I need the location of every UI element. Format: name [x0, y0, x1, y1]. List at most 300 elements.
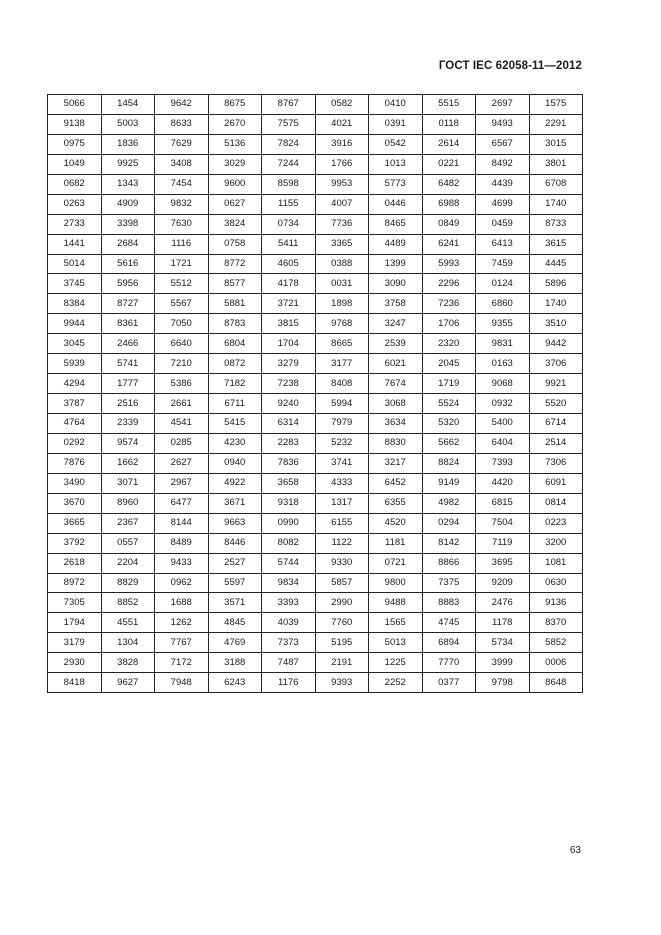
random-number-table-container: [47, 94, 583, 693]
table-cell: 7575: [262, 114, 316, 134]
table-cell: 3721: [262, 294, 316, 314]
document-code-header: ГОСТ IEC 62058-11—2012: [438, 60, 582, 72]
table-cell: 8142: [422, 533, 476, 553]
table-cell: 4007: [315, 194, 369, 214]
table-cell: 6482: [422, 174, 476, 194]
table-cell: 0391: [369, 114, 423, 134]
table-cell: 1122: [315, 533, 369, 553]
table-cell: 6021: [369, 354, 423, 374]
table-cell: 8783: [208, 314, 262, 334]
table-cell: 1688: [155, 593, 209, 613]
table-cell: 4745: [422, 613, 476, 633]
table-cell: 4439: [476, 174, 530, 194]
table-cell: 1777: [101, 374, 155, 394]
table-cell: 3188: [208, 653, 262, 673]
table-cell: 3090: [369, 274, 423, 294]
table-cell: 1049: [48, 154, 102, 174]
table-cell: 1343: [101, 174, 155, 194]
table-row: [48, 394, 583, 414]
table-cell: 5013: [369, 633, 423, 653]
table-cell: 0285: [155, 433, 209, 453]
table-cell: 8960: [101, 493, 155, 513]
table-cell: 6355: [369, 493, 423, 513]
table-cell: 2339: [101, 414, 155, 434]
table-cell: 2661: [155, 394, 209, 414]
table-cell: 8665: [315, 334, 369, 354]
table-cell: 2252: [369, 673, 423, 693]
table-cell: 5136: [208, 134, 262, 154]
table-cell: 3179: [48, 633, 102, 653]
table-cell: 0582: [315, 95, 369, 115]
table-cell: 3279: [262, 354, 316, 374]
table-cell: 7375: [422, 573, 476, 593]
table-cell: 9800: [369, 573, 423, 593]
table-cell: 2684: [101, 234, 155, 254]
table-cell: 3706: [529, 354, 583, 374]
table-cell: 8727: [101, 294, 155, 314]
table-cell: 3745: [48, 274, 102, 294]
table-cell: 6091: [529, 473, 583, 493]
table-cell: 5524: [422, 394, 476, 414]
table-cell: 6815: [476, 493, 530, 513]
table-cell: 3045: [48, 334, 102, 354]
table-cell: 2539: [369, 334, 423, 354]
table-cell: 3658: [262, 473, 316, 493]
table-cell: 1794: [48, 613, 102, 633]
table-cell: 9642: [155, 95, 209, 115]
table-cell: 8082: [262, 533, 316, 553]
table-cell: 2191: [315, 653, 369, 673]
table-cell: 8144: [155, 513, 209, 533]
table-cell: 1575: [529, 95, 583, 115]
table-cell: 5881: [208, 294, 262, 314]
table-row: [48, 254, 583, 274]
table-cell: 0006: [529, 653, 583, 673]
table-cell: 9663: [208, 513, 262, 533]
table-row: [48, 673, 583, 693]
table-cell: 0459: [476, 214, 530, 234]
table-cell: 9442: [529, 334, 583, 354]
table-cell: 0031: [315, 274, 369, 294]
table-cell: 1013: [369, 154, 423, 174]
table-cell: 7238: [262, 374, 316, 394]
table-row: [48, 174, 583, 194]
table-cell: 4489: [369, 234, 423, 254]
table-cell: 9355: [476, 314, 530, 334]
table-cell: 0872: [208, 354, 262, 374]
table-row: [48, 154, 583, 174]
table-cell: 3695: [476, 553, 530, 573]
table-cell: 0849: [422, 214, 476, 234]
table-cell: 5003: [101, 114, 155, 134]
table-cell: 5411: [262, 234, 316, 254]
table-cell: 2514: [529, 433, 583, 453]
table-cell: 3068: [369, 394, 423, 414]
table-cell: 3177: [315, 354, 369, 374]
table-cell: 9768: [315, 314, 369, 334]
table-cell: 6404: [476, 433, 530, 453]
table-cell: 9318: [262, 493, 316, 513]
table-cell: 1766: [315, 154, 369, 174]
table-row: [48, 553, 583, 573]
table-cell: 4764: [48, 414, 102, 434]
table-cell: 7119: [476, 533, 530, 553]
table-cell: 2527: [208, 553, 262, 573]
table-cell: 5857: [315, 573, 369, 593]
table-cell: 0962: [155, 573, 209, 593]
table-cell: 8577: [208, 274, 262, 294]
table-cell: 3671: [208, 493, 262, 513]
table-cell: 6567: [476, 134, 530, 154]
table-cell: 2990: [315, 593, 369, 613]
table-cell: 1721: [155, 254, 209, 274]
table-row: [48, 633, 583, 653]
table-cell: 4769: [208, 633, 262, 653]
table-cell: 0223: [529, 513, 583, 533]
table-cell: 5896: [529, 274, 583, 294]
table-cell: 9138: [48, 114, 102, 134]
table-cell: 3787: [48, 394, 102, 414]
table-cell: 4294: [48, 374, 102, 394]
table-cell: 2476: [476, 593, 530, 613]
table-cell: 8866: [422, 553, 476, 573]
table-cell: 3490: [48, 473, 102, 493]
table-cell: 6155: [315, 513, 369, 533]
table-cell: 0758: [208, 234, 262, 254]
table-cell: 8446: [208, 533, 262, 553]
table-cell: 9330: [315, 553, 369, 573]
table-cell: 1565: [369, 613, 423, 633]
table-cell: 8824: [422, 453, 476, 473]
table-cell: 2614: [422, 134, 476, 154]
table-cell: 5993: [422, 254, 476, 274]
table-cell: 0163: [476, 354, 530, 374]
table-row: [48, 613, 583, 633]
table-cell: 1116: [155, 234, 209, 254]
table-cell: 0630: [529, 573, 583, 593]
table-cell: 1399: [369, 254, 423, 274]
table-cell: 9393: [315, 673, 369, 693]
table-row: [48, 433, 583, 453]
table-cell: 0377: [422, 673, 476, 693]
table-cell: 6714: [529, 414, 583, 434]
table-cell: 6804: [208, 334, 262, 354]
table-row: [48, 134, 583, 154]
table-cell: 0446: [369, 194, 423, 214]
table-cell: 4021: [315, 114, 369, 134]
table-row: [48, 473, 583, 493]
table-cell: 9209: [476, 573, 530, 593]
table-cell: 2045: [422, 354, 476, 374]
table-cell: 3393: [262, 593, 316, 613]
table-cell: 0221: [422, 154, 476, 174]
table-cell: 6452: [369, 473, 423, 493]
table-cell: 1719: [422, 374, 476, 394]
table-cell: 7487: [262, 653, 316, 673]
table-cell: 5512: [155, 274, 209, 294]
table-cell: 7979: [315, 414, 369, 434]
table-cell: 3365: [315, 234, 369, 254]
table-cell: 0721: [369, 553, 423, 573]
table-cell: 1225: [369, 653, 423, 673]
table-cell: 0990: [262, 513, 316, 533]
table-cell: 0940: [208, 453, 262, 473]
table-cell: 1262: [155, 613, 209, 633]
table-cell: 1317: [315, 493, 369, 513]
table-cell: 5852: [529, 633, 583, 653]
table-cell: 8361: [101, 314, 155, 334]
table-cell: 3408: [155, 154, 209, 174]
table-cell: 4922: [208, 473, 262, 493]
table-cell: 5994: [315, 394, 369, 414]
table-cell: 6640: [155, 334, 209, 354]
table-cell: 3247: [369, 314, 423, 334]
table-cell: 6711: [208, 394, 262, 414]
table-cell: 9925: [101, 154, 155, 174]
table-cell: 8648: [529, 673, 583, 693]
table-cell: 5066: [48, 95, 102, 115]
table-cell: 2697: [476, 95, 530, 115]
table-cell: 5232: [315, 433, 369, 453]
random-number-table: [47, 94, 583, 693]
table-cell: 0975: [48, 134, 102, 154]
table-cell: 7736: [315, 214, 369, 234]
table-cell: 4845: [208, 613, 262, 633]
table-row: [48, 374, 583, 394]
table-cell: 9921: [529, 374, 583, 394]
table-cell: 1081: [529, 553, 583, 573]
table-cell: 2516: [101, 394, 155, 414]
table-cell: 9798: [476, 673, 530, 693]
table-cell: 8465: [369, 214, 423, 234]
table-cell: 8767: [262, 95, 316, 115]
page-number: 63: [569, 845, 581, 856]
table-cell: 5662: [422, 433, 476, 453]
table-cell: 3015: [529, 134, 583, 154]
table-row: [48, 453, 583, 473]
table-cell: 0627: [208, 194, 262, 214]
table-cell: 6314: [262, 414, 316, 434]
table-cell: 0292: [48, 433, 102, 453]
table-cell: 7305: [48, 593, 102, 613]
table-cell: 8370: [529, 613, 583, 633]
table-cell: 2670: [208, 114, 262, 134]
table-cell: 7172: [155, 653, 209, 673]
table-cell: 6413: [476, 234, 530, 254]
table-cell: 0124: [476, 274, 530, 294]
table-cell: 7824: [262, 134, 316, 154]
table-cell: 8633: [155, 114, 209, 134]
table-cell: 9953: [315, 174, 369, 194]
table-cell: 4039: [262, 613, 316, 633]
table-cell: 3217: [369, 453, 423, 473]
table-cell: 7674: [369, 374, 423, 394]
table-row: [48, 294, 583, 314]
table-row: [48, 234, 583, 254]
table-row: [48, 653, 583, 673]
table-cell: 7630: [155, 214, 209, 234]
table-cell: 5597: [208, 573, 262, 593]
table-cell: 0263: [48, 194, 102, 214]
table-cell: 3815: [262, 314, 316, 334]
table-cell: 4982: [422, 493, 476, 513]
table-cell: 5734: [476, 633, 530, 653]
table-cell: 1304: [101, 633, 155, 653]
table-cell: 3398: [101, 214, 155, 234]
table-cell: 5320: [422, 414, 476, 434]
table-cell: 2967: [155, 473, 209, 493]
table-cell: 7244: [262, 154, 316, 174]
table-cell: 3792: [48, 533, 102, 553]
table-cell: 9068: [476, 374, 530, 394]
table-cell: 5520: [529, 394, 583, 414]
table-cell: 5415: [208, 414, 262, 434]
table-cell: 3828: [101, 653, 155, 673]
table-cell: 1441: [48, 234, 102, 254]
table-cell: 7948: [155, 673, 209, 693]
table-cell: 2291: [529, 114, 583, 134]
table-cell: 4605: [262, 254, 316, 274]
table-cell: 7050: [155, 314, 209, 334]
table-cell: 8489: [155, 533, 209, 553]
table-cell: 2930: [48, 653, 102, 673]
table-cell: 6708: [529, 174, 583, 194]
table-cell: 6243: [208, 673, 262, 693]
table-cell: 7210: [155, 354, 209, 374]
table-cell: 3801: [529, 154, 583, 174]
table-cell: 8384: [48, 294, 102, 314]
table-cell: 3071: [101, 473, 155, 493]
table-cell: 2296: [422, 274, 476, 294]
table-cell: 9136: [529, 593, 583, 613]
table-row: [48, 274, 583, 294]
table-cell: 7182: [208, 374, 262, 394]
table-cell: 1454: [101, 95, 155, 115]
table-cell: 8675: [208, 95, 262, 115]
table-cell: 0734: [262, 214, 316, 234]
table-cell: 0542: [369, 134, 423, 154]
table-cell: 4420: [476, 473, 530, 493]
table-cell: 0388: [315, 254, 369, 274]
table-cell: 7629: [155, 134, 209, 154]
table-cell: 5400: [476, 414, 530, 434]
table-row: [48, 114, 583, 134]
table-cell: 1176: [262, 673, 316, 693]
table-cell: 6860: [476, 294, 530, 314]
table-cell: 4551: [101, 613, 155, 633]
table-cell: 3200: [529, 533, 583, 553]
table-cell: 1740: [529, 194, 583, 214]
table-cell: 1836: [101, 134, 155, 154]
table-cell: 5773: [369, 174, 423, 194]
table-cell: 7767: [155, 633, 209, 653]
table-cell: 9627: [101, 673, 155, 693]
table-cell: 4699: [476, 194, 530, 214]
table-cell: 9433: [155, 553, 209, 573]
table-row: [48, 493, 583, 513]
table-cell: 8972: [48, 573, 102, 593]
table-cell: 3571: [208, 593, 262, 613]
table-cell: 9240: [262, 394, 316, 414]
table-cell: 6988: [422, 194, 476, 214]
table-cell: 0932: [476, 394, 530, 414]
table-cell: 7236: [422, 294, 476, 314]
table-cell: 1181: [369, 533, 423, 553]
table-cell: 4541: [155, 414, 209, 434]
table-cell: 7454: [155, 174, 209, 194]
table-cell: 3824: [208, 214, 262, 234]
table-cell: 8772: [208, 254, 262, 274]
table-cell: 0118: [422, 114, 476, 134]
table-cell: 5195: [315, 633, 369, 653]
table-cell: 3758: [369, 294, 423, 314]
table-cell: 5956: [101, 274, 155, 294]
table-cell: 2627: [155, 453, 209, 473]
table-cell: 2733: [48, 214, 102, 234]
table-cell: 4909: [101, 194, 155, 214]
table-cell: 7770: [422, 653, 476, 673]
table-cell: 1178: [476, 613, 530, 633]
table-cell: 3615: [529, 234, 583, 254]
table-cell: 5939: [48, 354, 102, 374]
table-cell: 1704: [262, 334, 316, 354]
table-row: [48, 194, 583, 214]
table-cell: 2367: [101, 513, 155, 533]
table-cell: 8733: [529, 214, 583, 234]
table-cell: 7459: [476, 254, 530, 274]
table-cell: 0557: [101, 533, 155, 553]
table-cell: 7504: [476, 513, 530, 533]
table-cell: 8830: [369, 433, 423, 453]
table-row: [48, 593, 583, 613]
table-cell: 5386: [155, 374, 209, 394]
table-cell: 2466: [101, 334, 155, 354]
table-cell: 8852: [101, 593, 155, 613]
table-row: [48, 573, 583, 593]
table-row: [48, 334, 583, 354]
table-cell: 7876: [48, 453, 102, 473]
table-cell: 2204: [101, 553, 155, 573]
table-cell: 9600: [208, 174, 262, 194]
table-cell: 4520: [369, 513, 423, 533]
table-cell: 2618: [48, 553, 102, 573]
table-cell: 3999: [476, 653, 530, 673]
table-cell: 9574: [101, 433, 155, 453]
table-row: [48, 513, 583, 533]
table-cell: 3510: [529, 314, 583, 334]
table-cell: 3916: [315, 134, 369, 154]
table-cell: 9493: [476, 114, 530, 134]
table-cell: 9832: [155, 194, 209, 214]
table-cell: 3634: [369, 414, 423, 434]
table-cell: 4445: [529, 254, 583, 274]
table-cell: 4230: [208, 433, 262, 453]
table-cell: 8883: [422, 593, 476, 613]
table-cell: 6241: [422, 234, 476, 254]
table-cell: 9149: [422, 473, 476, 493]
table-cell: 4333: [315, 473, 369, 493]
table-body: [48, 95, 583, 693]
table-cell: 5014: [48, 254, 102, 274]
table-cell: 7393: [476, 453, 530, 473]
table-cell: 9488: [369, 593, 423, 613]
table-cell: 6894: [422, 633, 476, 653]
table-cell: 7373: [262, 633, 316, 653]
table-cell: 5515: [422, 95, 476, 115]
table-cell: 5567: [155, 294, 209, 314]
table-cell: 0814: [529, 493, 583, 513]
table-cell: 7760: [315, 613, 369, 633]
